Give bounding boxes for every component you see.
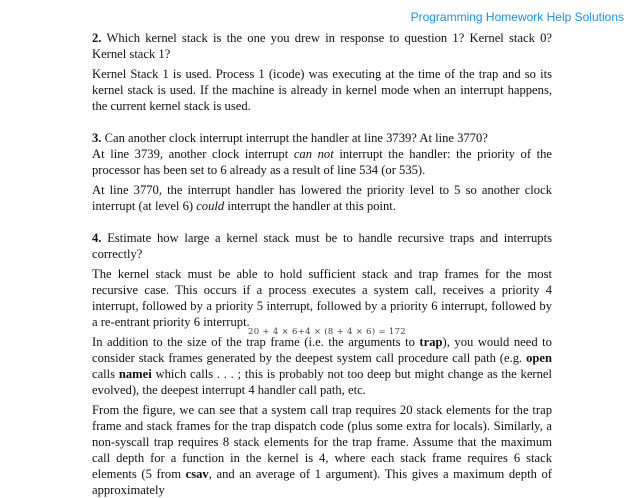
question-2 [92, 30, 552, 62]
question-4 [92, 230, 552, 262]
text-run: At line 3739, another clock interrupt [92, 147, 294, 161]
answer-3-part-1 [92, 146, 552, 178]
question-number: 3. [92, 131, 102, 145]
text-run: In addition to the size of the trap frame (i.e. the arguments to [92, 335, 420, 349]
text-run: which calls . . . ; this is probably not too deep but might change as the kernel evolved), the deepest interrupt 4 handler call path, etc. [92, 367, 552, 397]
question-3 [92, 130, 552, 146]
question-number: 2. [92, 31, 102, 45]
emphasis: could [196, 199, 225, 213]
text-run: interrupt the handler: the priority of the processor has been set to 6 already as a result of line 534 (or 535). [92, 147, 553, 177]
text-run: From the figure, we can see that a system call trap requires 20 stack elements for the trap frame and stack frames for the trap dispatch code (plus some extra for locals). Similarly, a non-syscall trap requires 8 stack elements for the trap frame. Assume that the maximum call depth for a function in the kernel is 4, where each stack frame requires 6 stack elements (5 from [92, 403, 552, 481]
document-body [92, 30, 552, 498]
answer-3-part-2 [92, 182, 552, 214]
answer-2: Kernel Stack 1 is used. Process 1 (icode) was executing at the time of the trap and so its kernel stack is used. If the machine is already in kernel mode when an interrupt happens, the current kernel stack is used. [92, 67, 552, 113]
question-text: Estimate how large a kernel stack must be to handle recursive traps and interrupts correctly? [92, 231, 552, 261]
question-text: Can another clock interrupt interrupt the handler at line 3739? At line 3770? [104, 131, 488, 145]
stack-depth-formula: 20 + 4 × 6+4 × (8 + 4 × 6) = 172 [248, 327, 406, 337]
code-term: open [526, 351, 552, 365]
answer-4-paragraph-1: The kernel stack must be able to hold sufficient stack and trap frames for the most recursive case. This occurs if a process executes a system call, receives a priority 4 interrupt, followed by a priority 5 interrupt, followed by a priority 6 interrupt, followed by a re-entrant priority 6 interrupt. [92, 267, 552, 329]
answer-4-paragraph-2 [92, 334, 552, 398]
text-run: interrupt the handler at this point. [224, 199, 396, 213]
text-run: calls [92, 367, 119, 381]
code-term: namei [118, 367, 152, 381]
text-run: , and an average of 1 argument). This gives a maximum depth of approximately [92, 467, 552, 497]
question-number: 4. [92, 231, 102, 245]
question-text: Which kernel stack is the one you drew in response to question 1? Kernel stack 0? Kernel stack 1? [92, 31, 553, 61]
text-run: ), you would need to consider stack frames generated by the deepest system call procedure call path (e.g. [92, 335, 552, 365]
emphasis: can not [293, 147, 334, 161]
answer-4-paragraph-3 [92, 402, 552, 498]
site-brand: Programming Homework Help Solutions [410, 10, 624, 24]
code-term: csav [185, 467, 209, 481]
text-run: At line 3770, the interrupt handler has lowered the priority level to 5 so another clock interrupt (at level 6) [92, 183, 552, 213]
code-term: trap [419, 335, 443, 349]
